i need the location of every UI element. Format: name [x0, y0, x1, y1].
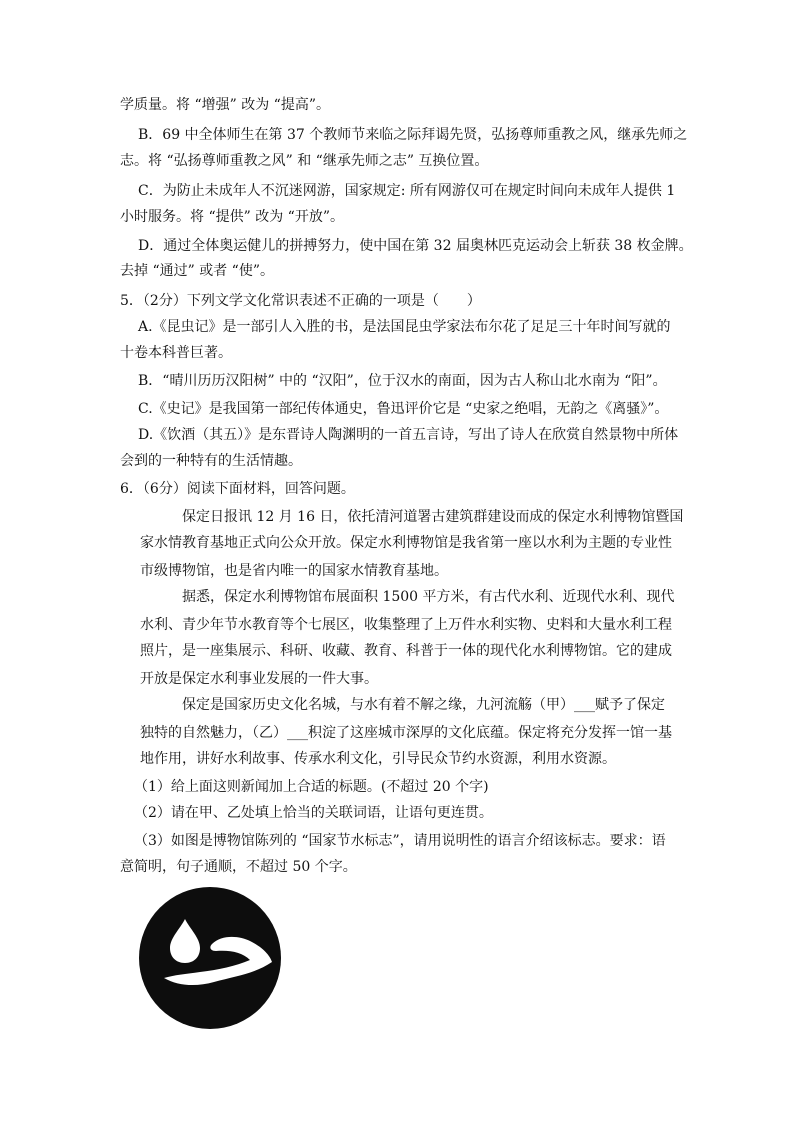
- passage-p3-line-2: 独特的自然魅力，（乙）___积淀了这座城市深厚的文化底蕴。保定将充分发挥一馆一基: [140, 725, 672, 741]
- passage-p1-line-1: 保定日报讯 12 月 16 日，依托清河道署古建筑群建设而成的保定水利博物馆暨国: [182, 509, 684, 525]
- sub-question-2: （2）请在甲、乙处填上恰当的关联词语，让语句更连贯。: [134, 805, 493, 821]
- option-c-line: C．为防止未成年人不沉迷网游，国家规定: 所有网游仅可在规定时间向未成年人提供 1: [138, 183, 676, 199]
- question-6-title: 6．（6分）阅读下面材料，回答问题。: [120, 481, 355, 497]
- option-d-line: D．通过全体奥运健儿的拼搏努力，使中国在第 32 届奥林匹克运动会上斩获 38 枚金牌。: [138, 238, 693, 254]
- passage-p1-line-3: 市级博物馆，也是省内唯一的国家水情教育基地。: [140, 563, 448, 579]
- sub-question-3-cont: 意简明，句子通顺，不超过 50 个字。: [120, 859, 357, 875]
- option-b-line: B．69 中全体师生在第 37 个教师节来临之际拜谒先贤，弘扬尊师重教之风，继承先师之: [138, 127, 688, 143]
- sub-question-1: （1）给上面这则新闻加上合适的标题。(不超过 20 个字): [134, 779, 489, 795]
- passage-p3-line-1: 保定是国家历史文化名城，与水有着不解之缘，九河流觞（甲）___赋予了保定: [182, 697, 665, 713]
- national-water-saving-logo-icon: [138, 886, 282, 1030]
- q5-option-a-cont: 十卷本科普巨著。: [120, 345, 232, 361]
- q5-option-c: C.《史记》是我国第一部纪传体通史，鲁迅评价它是 “史家之绝唱，无韵之《离骚》”。: [138, 401, 669, 417]
- q5-option-d: D.《饮酒（其五）》是东晋诗人陶渊明的一首五言诗，写出了诗人在欣赏自然景物中所体: [138, 427, 679, 443]
- passage-p1-line-2: 家水情教育基地正式向公众开放。保定水利博物馆是我省第一座以水利为主题的专业性: [140, 535, 672, 551]
- q5-option-b: B．“晴川历历汉阳树” 中的 “汉阳”，位于汉水的南面，因为古人称山北水南为 “阳”。: [138, 373, 667, 389]
- text-line-1: 学质量。将 “增强” 改为 “提高”。: [120, 97, 330, 113]
- passage-p2-line-3: 照片，是一座集展示、科研、收藏、教育、科普于一体的现代化水利博物馆。它的建成: [140, 643, 672, 659]
- text-line-7: 去掉 “通过” 或者 “使”。: [120, 263, 274, 279]
- sub-question-3: （3）如图是博物馆陈列的 “国家节水标志”，请用说明性的语言介绍该标志。要求：语: [134, 833, 666, 849]
- passage-p2-line-1: 据悉，保定水利博物馆布展面积 1500 平方米，有古代水利、近现代水利、现代: [182, 589, 675, 605]
- passage-p2-line-4: 开放是保定水利事业发展的一件大事。: [140, 671, 378, 687]
- passage-p2-line-2: 水利、青少年节水教育等个七展区，收集整理了上万件水利实物、史料和大量水利工程: [140, 617, 672, 633]
- text-line-5: 小时服务。将 “提供” 改为 “开放”。: [120, 209, 344, 225]
- q5-option-a: A.《昆虫记》是一部引人入胜的书，是法国昆虫学家法布尔花了足足三十年时间写就的: [138, 319, 671, 335]
- text-line-3: 志。将 “弘扬尊师重教之风” 和 “继承先师之志” 互换位置。: [120, 153, 489, 169]
- q5-option-d-cont: 会到的一种特有的生活情趣。: [120, 453, 302, 469]
- passage-p3-line-3: 地作用，讲好水利故事、传承水利文化，引导民众节约水资源，利用水资源。: [140, 751, 616, 767]
- question-5-title: 5．（2分）下列文学文化常识表述不正确的一项是（ ）: [120, 293, 481, 309]
